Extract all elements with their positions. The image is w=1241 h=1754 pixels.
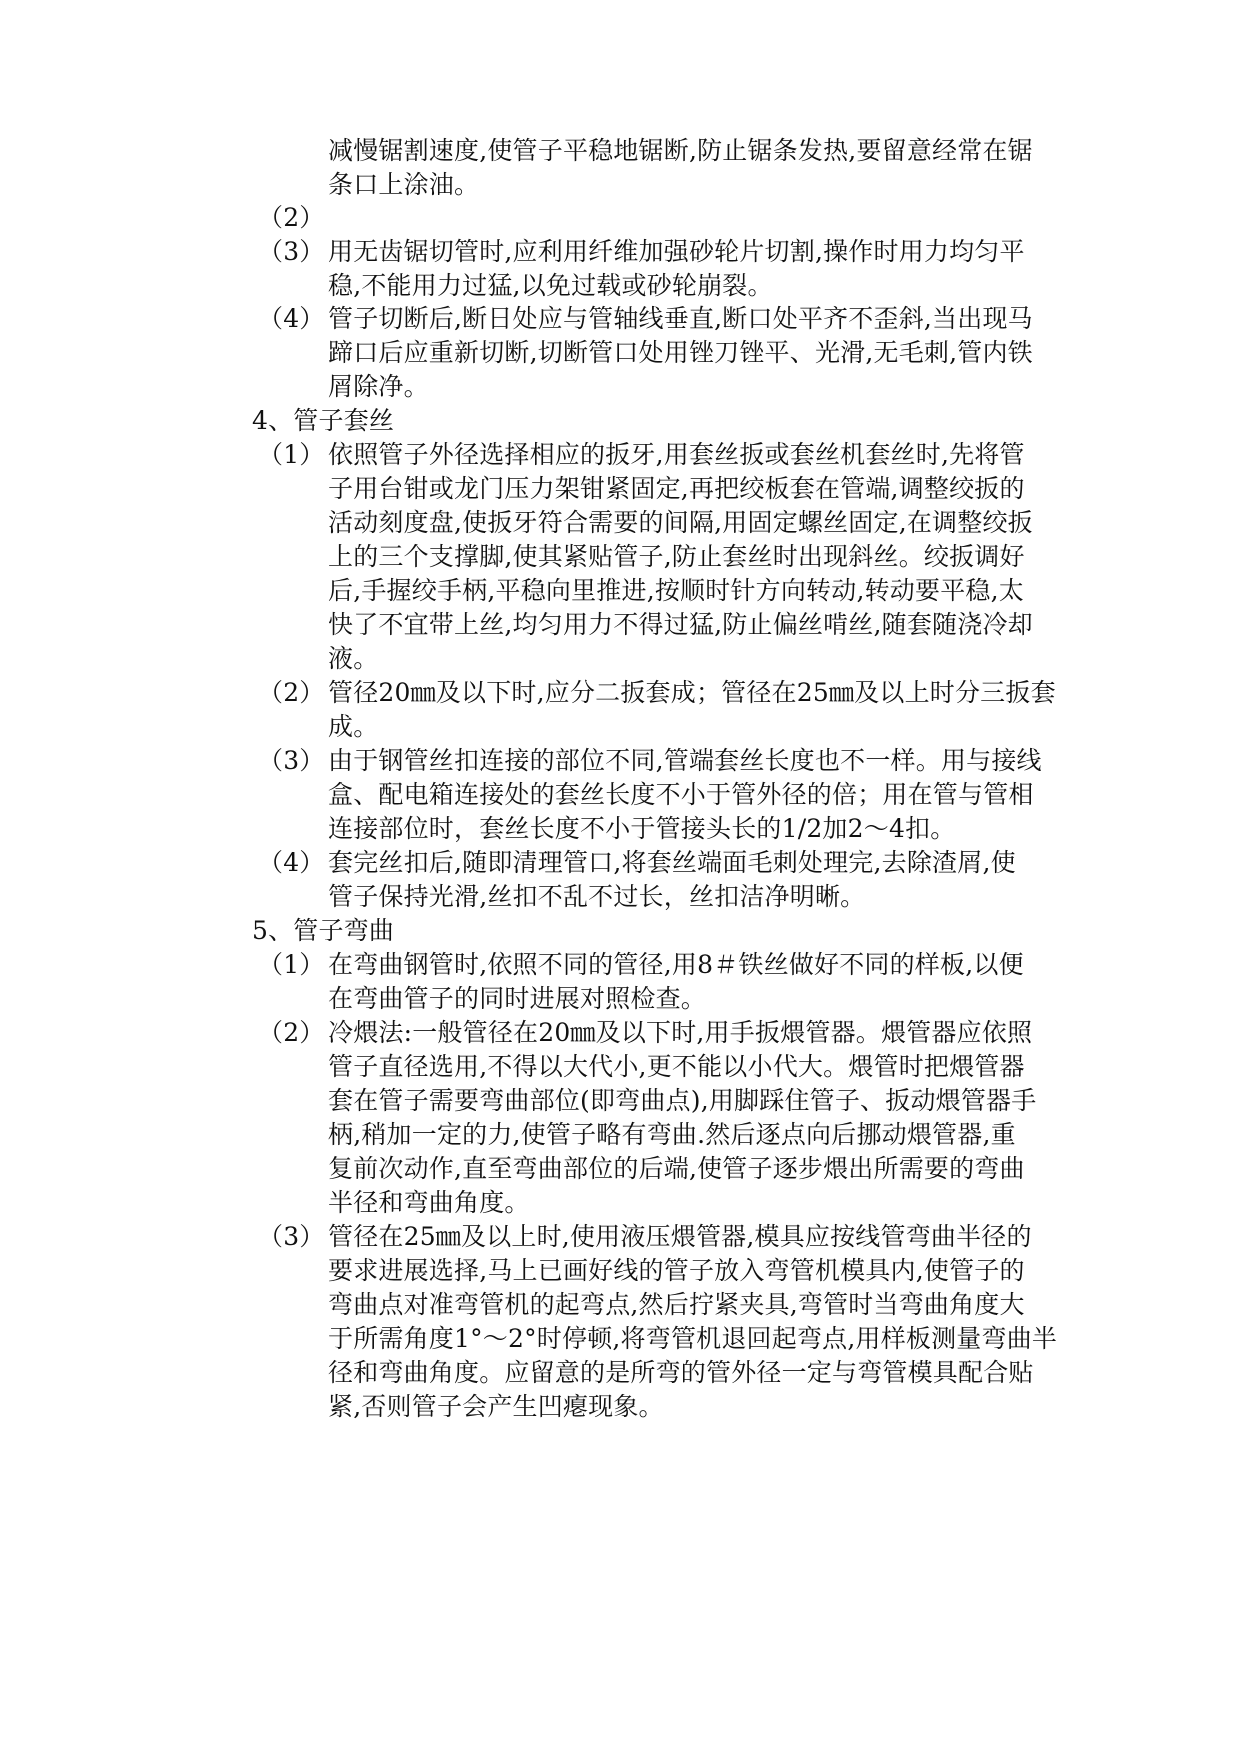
- item-number: （1）: [258, 950, 325, 979]
- paragraph-line: 在弯曲钢管时,依照不同的管径,用8＃铁丝做好不同的样板,以便: [328, 950, 1024, 979]
- paragraph-line: 子用台钳或龙门压力架钳紧固定,再把绞板套在管端,调整绞扳的: [328, 474, 1025, 503]
- paragraph-line: 后,手握绞手柄,平稳向里推进,按顺时针方向转动,转动要平稳,太: [328, 576, 1024, 605]
- item-number: （1）: [258, 440, 325, 469]
- paragraph-line: 由于钢管丝扣连接的部位不同,管端套丝长度也不一样。用与接线: [328, 746, 1042, 775]
- paragraph-line: 套在管子需要弯曲部位(即弯曲点),用脚踩住管子、扳动煨管器手: [328, 1086, 1037, 1115]
- paragraph-line: 半径和弯曲角度。: [328, 1188, 530, 1217]
- section-heading: 5、管子弯曲: [252, 916, 395, 945]
- paragraph-line: 盒、配电箱连接处的套丝长度不小于管外径的倍；用在管与管相: [328, 780, 1034, 809]
- paragraph-line: 于所需角度1°～2°时停顿,将弯管机退回起弯点,用样板测量弯曲半: [328, 1324, 1058, 1353]
- item-number: （4）: [258, 304, 325, 333]
- paragraph-line: 依照管子外径选择相应的扳牙,用套丝扳或套丝机套丝时,先将管: [328, 440, 1025, 469]
- paragraph-line: 紧,否则管子会产生凹瘪现象。: [328, 1392, 664, 1421]
- paragraph-line: 减慢锯割速度,使管子平稳地锯断,防止锯条发热,要留意经常在锯: [328, 136, 1033, 165]
- item-number: （3）: [258, 746, 325, 775]
- section-heading: 4、管子套丝: [252, 406, 395, 435]
- paragraph-line: 在弯曲管子的同时进展对照检查。: [328, 984, 707, 1013]
- paragraph-line: 管径在25㎜及以上时,使用液压煨管器,模具应按线管弯曲半径的: [328, 1222, 1032, 1251]
- paragraph-line: 快了不宜带上丝,均匀用力不得过猛,防止偏丝啃丝,随套随浇冷却: [328, 610, 1033, 639]
- paragraph-line: 连接部位时，套丝长度不小于管接头长的1/2加2～4扣。: [328, 814, 956, 843]
- paragraph-line: 管子保持光滑,丝扣不乱不过长，丝扣洁净明晰。: [328, 882, 866, 911]
- paragraph-line: 弯曲点对准弯管机的起弯点,然后拧紧夹具,弯管时当弯曲角度大: [328, 1290, 1025, 1319]
- item-number: （3）: [258, 237, 325, 266]
- paragraph-line: 条口上涂油。: [328, 170, 480, 199]
- paragraph-line: 液。: [328, 644, 379, 673]
- paragraph-line: 屑除净。: [328, 372, 429, 401]
- item-number: （2）: [258, 1018, 325, 1047]
- paragraph-line: 复前次动作,直至弯曲部位的后端,使管子逐步煨出所需要的弯曲: [328, 1154, 1025, 1183]
- item-number: （2）: [258, 678, 325, 707]
- paragraph-line: 成。: [328, 712, 379, 741]
- paragraph-line: 管径20㎜及以下时,应分二扳套成；管径在25㎜及以上时分三扳套: [328, 678, 1056, 707]
- paragraph-line: 径和弯曲角度。应留意的是所弯的管外径一定与弯管模具配合贴: [328, 1358, 1034, 1387]
- paragraph-line: 要求进展选择,马上已画好线的管子放入弯管机模具内,使管子的: [328, 1256, 1025, 1285]
- item-number: （4）: [258, 848, 325, 877]
- paragraph-line: 套完丝扣后,随即清理管口,将套丝端面毛刺处理完,去除渣屑,使: [328, 848, 1016, 877]
- paragraph-line: 管子切断后,断日处应与管轴线垂直,断口处平齐不歪斜,当出现马: [328, 304, 1033, 333]
- paragraph-line: 冷煨法:一般管径在20㎜及以下时,用手扳煨管器。煨管器应依照: [328, 1018, 1033, 1047]
- paragraph-line: 活动刻度盘,使扳牙符合需要的间隔,用固定螺丝固定,在调整绞扳: [328, 508, 1033, 537]
- paragraph-line: 用无齿锯切管时,应利用纤维加强砂轮片切割,操作时用力均匀平: [328, 237, 1025, 266]
- paragraph-line: 柄,稍加一定的力,使管子略有弯曲.然后逐点向后挪动煨管器,重: [328, 1120, 1016, 1149]
- paragraph-line: 上的三个支撑脚,使其紧贴管子,防止套丝时出现斜丝。绞扳调好: [328, 542, 1025, 571]
- paragraph-line: 蹄口后应重新切断,切断管口处用锉刀锉平、光滑,无毛刺,管内铁: [328, 338, 1033, 367]
- paragraph-line: 管子直径选用,不得以大代小,更不能以小代大。煨管时把煨管器: [328, 1052, 1025, 1081]
- item-number: （3）: [258, 1222, 325, 1251]
- paragraph-line: 稳,不能用力过猛,以免过载或砂轮崩裂。: [328, 271, 773, 300]
- item-number: （2）: [258, 203, 325, 232]
